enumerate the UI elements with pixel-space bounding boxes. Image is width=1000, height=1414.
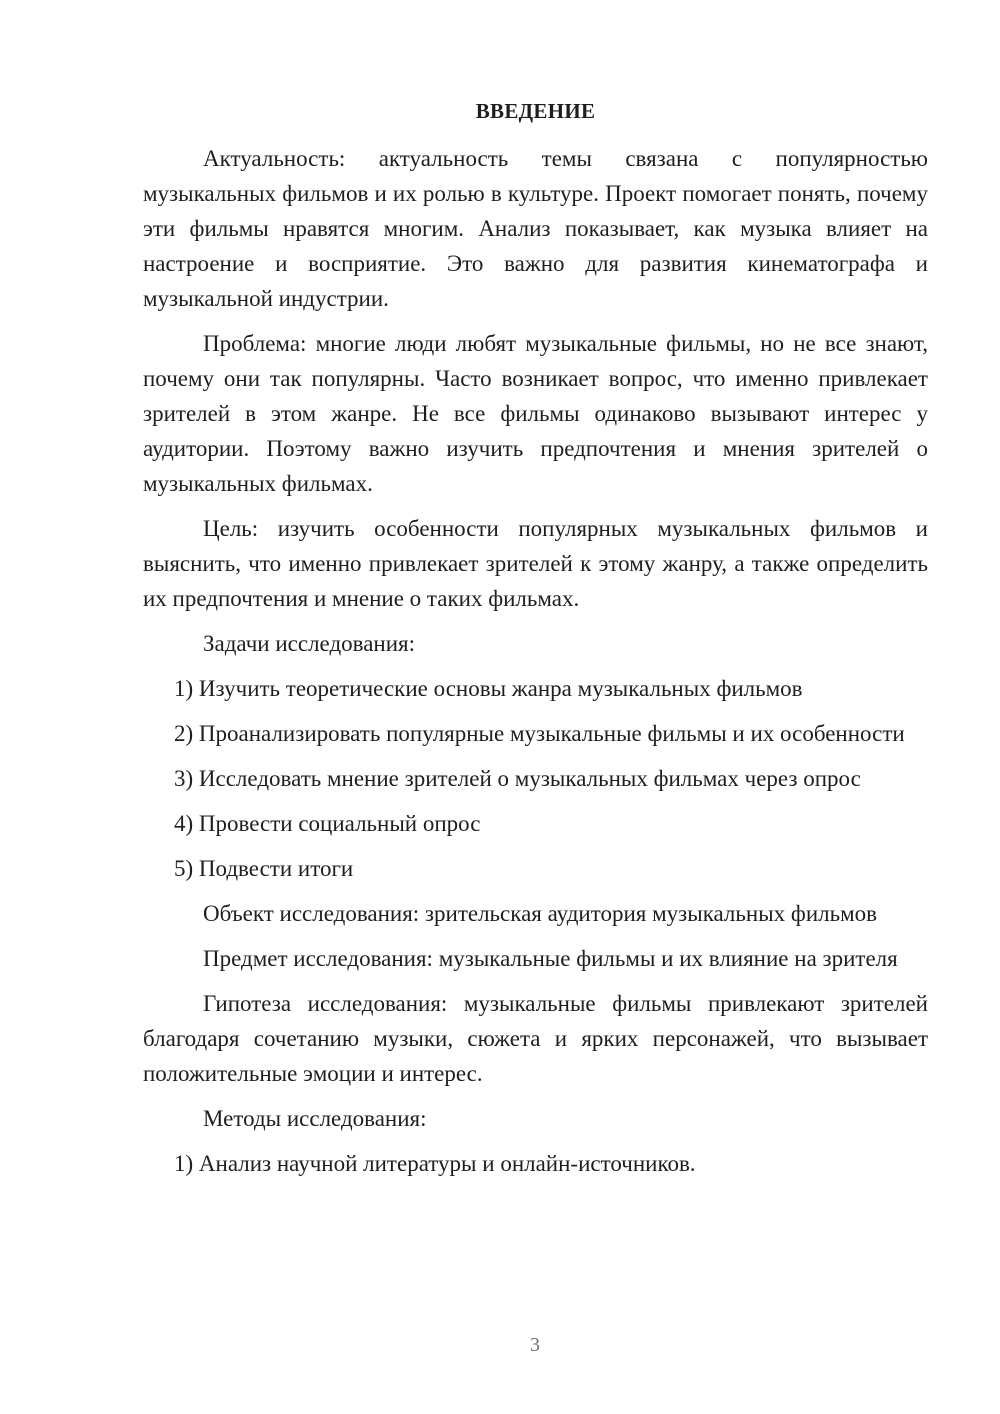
hypothesis-paragraph: Гипотеза исследования: музыкальные фильмы привлекают зрителей благодаря сочетанию музыки, сюжета и ярких персонажей, что вызывает положительные эмоции и интерес. xyxy=(143,991,928,1086)
goal-paragraph: Цель: изучить особенности популярных музыкальных фильмов и выяснить, что именно привлекает зрителей к этому жанру, а также определить их предпочтения и мнение о таких фильмах. xyxy=(143,516,928,611)
subject-paragraph: Предмет исследования: музыкальные фильмы и их влияние на зрителя xyxy=(203,946,898,971)
document-page xyxy=(143,96,928,1181)
section-heading: ВВЕДЕНИЕ xyxy=(475,99,596,123)
task-item-2: 2) Проанализировать популярные музыкальные фильмы и их особенности xyxy=(174,721,905,746)
task-item-1: 1) Изучить теоретические основы жанра музыкальных фильмов xyxy=(174,676,803,701)
tasks-heading: Задачи исследования: xyxy=(203,631,416,656)
task-item-5: 5) Подвести итоги xyxy=(174,856,354,881)
relevance-paragraph: Актуальность: актуальность темы связана с популярностью музыкальных фильмов и их ролью в культуре. Проект помогает понять, почему эти фильмы нравятся многим. Анализ показывает, как музыка влияет на настроение и восприятие. Это важно для развития кинематографа и музыкальной индустрии. xyxy=(143,146,928,311)
problem-paragraph: Проблема: многие люди любят музыкальные фильмы, но не все знают, почему они так популярны. Часто возникает вопрос, что именно привлекает зрителей в этом жанре. Не все фильмы одинаково вызывают интерес у аудитории. Поэтому важно изучить предпочтения и мнения зрителей о музыкальных фильмах. xyxy=(143,331,928,496)
page-number: 3 xyxy=(530,1334,540,1356)
task-item-3: 3) Исследовать мнение зрителей о музыкальных фильмах через опрос xyxy=(174,766,861,791)
object-paragraph: Объект исследования: зрительская аудитория музыкальных фильмов xyxy=(203,901,878,926)
methods-heading: Методы исследования: xyxy=(203,1106,427,1131)
method-item-1: 1) Анализ научной литературы и онлайн-источников. xyxy=(174,1151,696,1176)
task-item-4: 4) Провести социальный опрос xyxy=(174,811,481,836)
